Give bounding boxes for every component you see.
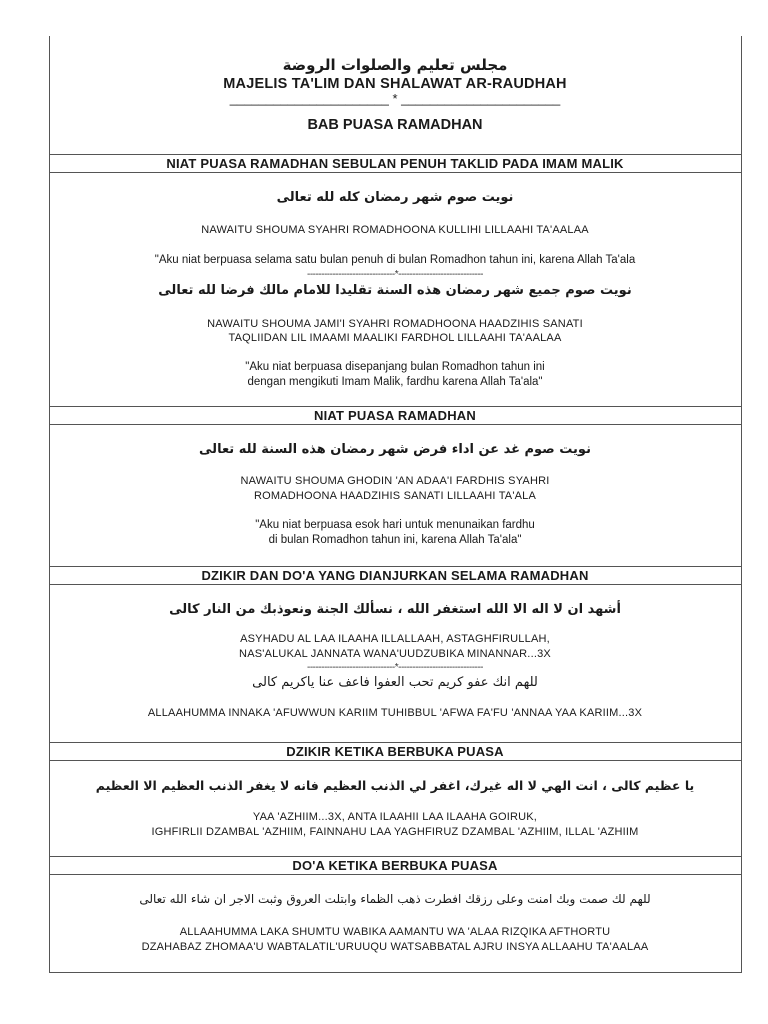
section-body-dzikir-ramadhan: [49, 585, 741, 742]
section-title-dzikir-berbuka: DZIKIR KETIKA BERBUKA PUASA: [49, 742, 741, 761]
translation-niat-ramadhan-1: "Aku niat berpuasa esok hari untuk menunaikan fardhu: [255, 519, 535, 531]
section-title-dzikir-ramadhan: DZIKIR DAN DO'A YANG DIANJURKAN SELAMA RAMADHAN: [49, 566, 741, 585]
translation-niat-taklid-1: "Aku niat berpuasa disepanjang bulan Romadhon tahun ini: [245, 361, 545, 373]
translation-niat-ramadhan-2: di bulan Romadhon tahun ini, karena Allah Ta'ala": [268, 534, 522, 546]
document-header: [49, 36, 741, 154]
latin-niat-sebulan: NAWAITU SHOUMA SYAHRI ROMADHOONA KULLIHI LILLAAHI TA'AALAA: [201, 224, 589, 236]
arabic-doa-afuw: للهم انك عفو كريم تحب العفوا فاعف عنا ياكريم كالى: [252, 675, 538, 690]
arabic-niat-taklid: نويت صوم جميع شهر رمضان هذه السنة تقليدا للامام مالك فرضا لله تعالى: [158, 283, 632, 298]
section-body-niat-sebulan: [49, 173, 741, 406]
separator: -------------------------------*------------------------------: [306, 269, 484, 280]
header-subtitle: BAB PUASA RAMADHAN: [307, 117, 483, 133]
document-page: [49, 36, 741, 975]
arabic-niat-ramadhan: نويت صوم غد عن اداء فرض شهر رمضان هذه السنة لله تعالى: [199, 442, 591, 457]
latin-dzikir-1: ASYHADU AL LAA ILAAHA ILLALLAAH, ASTAGHFIRULLAH,: [240, 633, 550, 645]
latin-niat-taklid-1: NAWAITU SHOUMA JAMI'I SYAHRI ROMADHOONA HAADZIHIS SANATI: [207, 318, 583, 330]
arabic-dzikir-berbuka: يا عظيم كالى ، انت الهي لا اله غيرك، اغفر لي الذنب العظيم فانه لا يغفر الذنب العظيم الا العظيم: [95, 778, 695, 793]
latin-dzikir-berbuka-1: YAA 'AZHIIM...3X, ANTA ILAAHII LAA ILAAHA GOIRUK,: [252, 811, 538, 823]
latin-dzikir-2: NAS'ALUKAL JANNATA WANA'UUDZUBIKA MINANNAR...3X: [239, 648, 551, 660]
latin-doa-berbuka-2: DZAHABAZ ZHOMAA'U WABTALATIL'URUUQU WATSABBATAL AJRU INSYA ALLAAHU TA'AALAA: [141, 941, 649, 953]
translation-niat-taklid-2: dengan mengikuti Imam Malik, fardhu karena Allah Ta'ala": [247, 376, 543, 388]
section-body-niat-ramadhan: [49, 425, 741, 566]
latin-niat-ramadhan-1: NAWAITU SHOUMA GHODIN 'AN ADAA'I FARDHIS SYAHRI: [240, 475, 550, 487]
latin-niat-ramadhan-2: ROMADHOONA HAADZIHIS SANATI LILLAAHI TA'ALA: [253, 490, 537, 502]
latin-doa-berbuka-1: ALLAAHUMMA LAKA SHUMTU WABIKA AAMANTU WA 'ALAA RIZQIKA AFTHORTU: [179, 926, 611, 938]
latin-dzikir-berbuka-2: IGHFIRLII DZAMBAL 'AZHIIM, FAINNAHU LAA YAGHFIRUZ DZAMBAL 'AZHIIM, ILLAL 'AZHIIM: [151, 826, 639, 838]
header-title: MAJELIS TA'LIM DAN SHALAWAT AR-RAUDHAH: [223, 76, 567, 92]
header-arabic-title: مجلس تعليم والصلوات الروضة: [282, 56, 508, 74]
section-body-dzikir-berbuka: [49, 761, 741, 856]
bottom-border-line: [49, 972, 742, 973]
arabic-doa-berbuka: للهم لك صمت وبك امنت وعلى رزقك افطرت ذهب الظماء وابتلت العروق وثبت الاجر ان شاء الله تعالى: [139, 892, 651, 906]
translation-niat-sebulan: "Aku niat berpuasa selama satu bulan penuh di bulan Romadhon tahun ini, karena Allah Ta'ala: [154, 254, 636, 266]
separator: -------------------------------*------------------------------: [306, 662, 484, 673]
header-divider: ______________________ * ______________________: [229, 91, 561, 106]
section-title-niat-sebulan: NIAT PUASA RAMADHAN SEBULAN PENUH TAKLID PADA IMAM MALIK: [49, 154, 741, 173]
latin-niat-taklid-2: TAQLIIDAN LIL IMAAMI MAALIKI FARDHOL LILLAAHI TA'AALAA: [228, 332, 562, 344]
arabic-niat-sebulan: نويت صوم شهر رمضان كله لله تعالى: [276, 190, 514, 205]
arabic-dzikir-syahadat: أشهد ان لا اله الا الله استغفر الله ، نسألك الجنة ونعوذبك من النار كالى: [169, 602, 621, 617]
section-body-doa-berbuka: [49, 875, 741, 975]
latin-doa-afuw: ALLAAHUMMA INNAKA 'AFUWWUN KARIIM TUHIBBUL 'AFWA FA'FU 'ANNAA YAA KARIIM...3X: [147, 707, 643, 719]
section-title-doa-berbuka: DO'A KETIKA BERBUKA PUASA: [49, 856, 741, 875]
section-title-niat-ramadhan: NIAT PUASA RAMADHAN: [49, 406, 741, 425]
right-border-line: [741, 36, 742, 972]
